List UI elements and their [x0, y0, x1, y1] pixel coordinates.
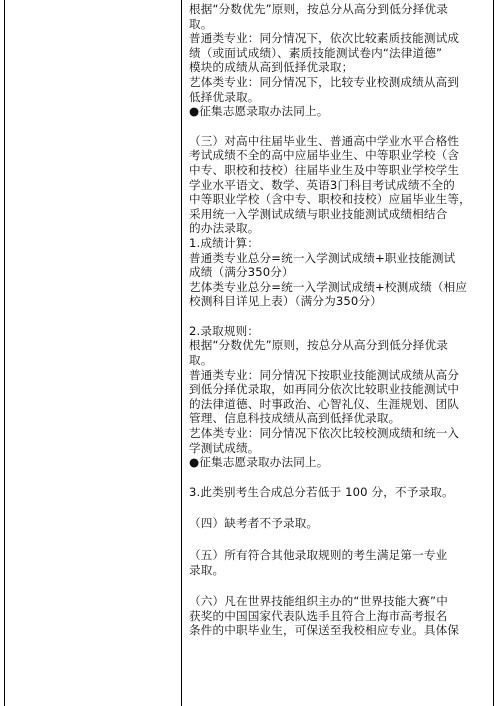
text-line: 学业水平语文、数学、英语3门科目考试成绩不全的	[189, 177, 455, 192]
paragraph-section-five	[189, 548, 491, 577]
text-line: 学测试成绩。	[189, 440, 260, 455]
text-line: （三）对高中往届毕业生、普通高中学业水平合格性	[189, 133, 460, 148]
text-line: 录取。	[189, 562, 225, 577]
text-line: 中等职业学校（含中专、职校和技校）应届毕业生等，	[189, 192, 471, 207]
text-line: 普通类专业：同分情况下，依次比较素质技能测试成	[189, 31, 460, 46]
text-line: 成绩（满分350分）	[189, 265, 294, 280]
text-line: 考试成绩不全的高中应届毕业生、中等职业学校（含	[189, 148, 460, 163]
table-border-right	[493, 0, 494, 706]
table-border-middle	[181, 0, 182, 706]
text-line: 获奖的中国国家代表队选手且符合上海市高考报名	[189, 608, 448, 623]
text-line: 2.录取规则：	[189, 323, 260, 338]
text-line: 条件的中职毕业生，可保送至我校相应专业。具体保	[189, 623, 460, 638]
text-line: ●征集志愿录取办法同上。	[189, 455, 329, 470]
text-line: 绩（或面试成绩）、素质技能测试卷内“法律道德”	[189, 45, 443, 60]
text-line: （六）凡在世界技能组织主办的“世界技能大赛”中	[189, 594, 448, 609]
text-line: 管理、信息科技成绩从高到低择优录取。	[189, 411, 401, 426]
text-line: 普通类专业：同分情况下按职业技能测试成绩从高分	[189, 367, 460, 382]
paragraph-admission-rules	[189, 324, 491, 470]
table-border-left	[4, 0, 5, 706]
text-line: 1.成绩计算：	[189, 235, 260, 250]
paragraph-section-four	[189, 516, 491, 531]
text-line: 中专、职校和技校）往届毕业生及中等职业学校学生	[189, 162, 460, 177]
text-line: 低择优录取。	[189, 89, 260, 104]
text-line: 3.此类别考生合成总分若低于 100 分，不予录取。	[189, 484, 454, 499]
text-line: 模块的成绩从高到低择优录取；	[189, 60, 354, 75]
text-line: 的法律道德、时事政治、心智礼仪、生涯规划、团队	[189, 396, 460, 411]
text-line: 根据“分数优先”原则，按总分从高分到低分择优录	[189, 338, 448, 353]
text-line: 普通类专业总分=统一入学测试成绩+职业技能测试	[189, 250, 456, 265]
paragraph-tie-break-rules	[189, 2, 491, 119]
paragraph-minimum-score	[189, 485, 491, 500]
paragraph-section-three	[189, 134, 491, 309]
text-line: 根据“分数优先”原则，按总分从高分到低分择优录	[189, 2, 448, 16]
admission-rules-cell	[189, 2, 491, 638]
text-line: 校测科目详见上表）（满分为350分）	[189, 294, 382, 309]
text-line: 采用统一入学测试成绩与职业技能测试成绩相结合	[189, 206, 448, 221]
text-line: 艺体类专业：同分情况下依次比较校测成绩和统一入	[189, 426, 460, 441]
text-line: （五）所有符合其他录取规则的考生满足第一专业	[189, 548, 448, 562]
text-line: 取。	[189, 16, 213, 31]
text-line: 的办法录取。	[189, 221, 260, 236]
text-line: 到低分择优录取，如再同分依次比较职业技能测试中	[189, 382, 460, 397]
paragraph-section-six	[189, 594, 491, 638]
text-line: ●征集志愿录取办法同上。	[189, 104, 329, 119]
text-line: （四）缺考者不予录取。	[189, 516, 319, 531]
text-line: 艺体类专业：同分情况下，比较专业校测成绩从高到	[189, 74, 460, 89]
text-line: 艺体类专业总分=统一入学测试成绩+校测成绩（相应	[189, 279, 468, 294]
text-line: 取。	[189, 353, 213, 368]
